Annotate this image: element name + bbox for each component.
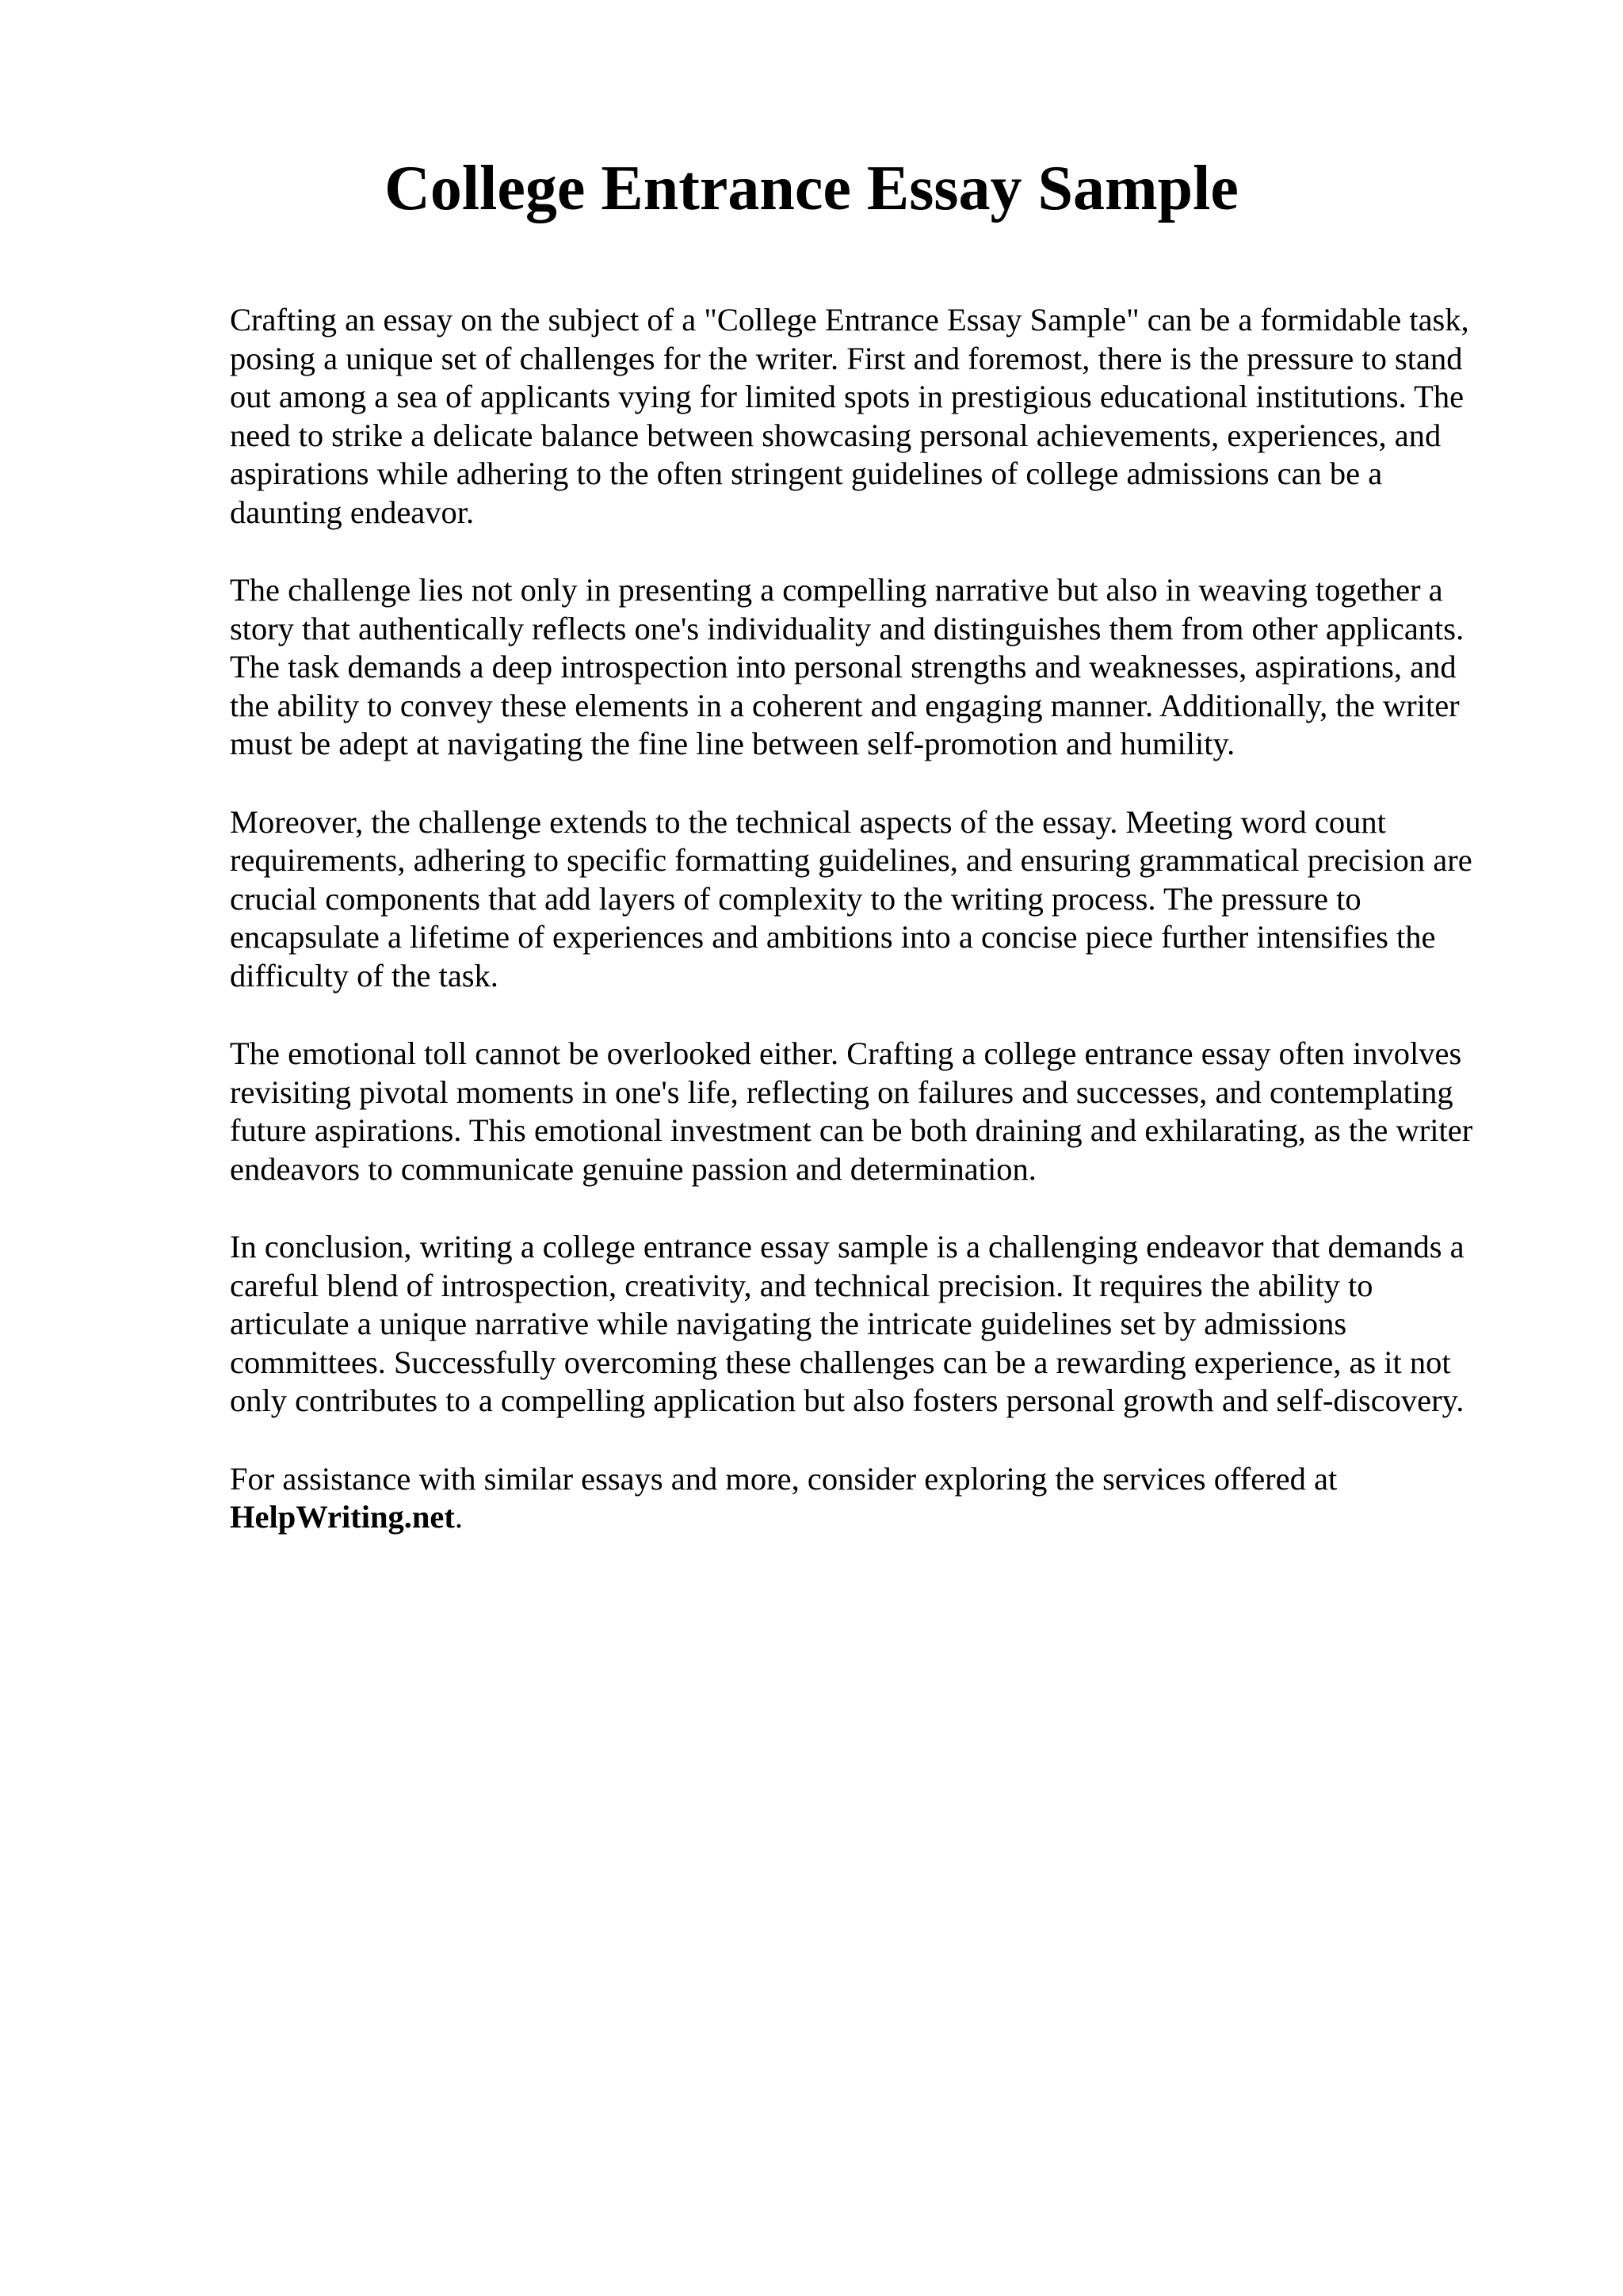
paragraph-4 bbox=[230, 1035, 1522, 1188]
text-line: encapsulate a lifetime of experiences and ambitions into a concise piece further intensifies the bbox=[230, 919, 1436, 955]
text-line: must be adept at navigating the fine line between self-promotion and humility. bbox=[230, 726, 1235, 761]
text-line: crucial components that add layers of complexity to the writing process. The pressure to bbox=[230, 880, 1361, 917]
text-line: articulate a unique narrative while navigating the intricate guidelines set by admissions bbox=[230, 1306, 1347, 1341]
text-line: committees. Successfully overcoming these challenges can be a rewarding experience, as it not bbox=[230, 1344, 1451, 1380]
closing-paragraph bbox=[230, 1460, 1522, 1537]
text-line: aspirations while adhering to the often stringent guidelines of college admissions can be a bbox=[230, 456, 1383, 491]
text-line: the ability to convey these elements in a coherent and engaging manner. Additionally, the writer bbox=[230, 687, 1460, 723]
text-line: Moreover, the challenge extends to the technical aspects of the essay. Meeting word count bbox=[230, 803, 1386, 840]
text-line: only contributes to a compelling application but also fosters personal growth and self-discovery. bbox=[230, 1383, 1465, 1418]
text-line: future aspirations. This emotional investment can be both draining and exhilarating, as the writer bbox=[230, 1112, 1473, 1148]
text-line: story that authentically reflects one's individuality and distinguishes them from other applicants. bbox=[230, 610, 1465, 646]
paragraph-3 bbox=[230, 803, 1522, 996]
text-line: need to strike a delicate balance between showcasing personal achievements, experiences, and bbox=[230, 417, 1442, 453]
text-line: out among a sea of applicants vying for limited spots in prestigious educational institutions. The bbox=[230, 379, 1465, 414]
text-line: Crafting an essay on the subject of a "College Entrance Essay Sample" can be a formidable task, bbox=[230, 302, 1469, 338]
text-line: daunting endeavor. bbox=[230, 494, 475, 530]
text-line: difficulty of the task. bbox=[230, 957, 498, 994]
text-line: careful blend of introspection, creativity, and technical precision. It requires the ability to bbox=[230, 1267, 1373, 1303]
text-line: The challenge lies not only in presenting a compelling narrative but also in weaving together a bbox=[230, 572, 1443, 608]
text-line: posing a unique set of challenges for the writer. First and foremost, there is the pressure to stand bbox=[230, 340, 1463, 376]
text-line: endeavors to communicate genuine passion and determination. bbox=[230, 1150, 1037, 1187]
closing-link-line bbox=[230, 1498, 1522, 1537]
text-line: The emotional toll cannot be overlooked either. Crafting a college entrance essay often involves bbox=[230, 1035, 1462, 1071]
text-line: In conclusion, writing a college entrance essay sample is a challenging endeavor that demands a bbox=[230, 1229, 1465, 1264]
paragraph-2 bbox=[230, 571, 1522, 764]
closing-period: . bbox=[454, 1499, 464, 1535]
helpwriting-link[interactable]: HelpWriting.net bbox=[230, 1499, 455, 1535]
essay-body bbox=[230, 301, 1522, 1577]
text-line: The task demands a deep introspection into personal strengths and weaknesses, aspirations, and bbox=[230, 649, 1457, 685]
paragraph-5 bbox=[230, 1228, 1522, 1421]
text-line: For assistance with similar essays and more, consider exploring the services offered at bbox=[230, 1460, 1338, 1497]
text-line: requirements, adhering to specific formatting guidelines, and ensuring grammatical precision are bbox=[230, 842, 1472, 878]
page-title: College Entrance Essay Sample bbox=[384, 154, 1239, 223]
paragraph-1 bbox=[230, 301, 1522, 532]
text-line: revisiting pivotal moments in one's life, reflecting on failures and successes, and contemplating bbox=[230, 1074, 1453, 1110]
